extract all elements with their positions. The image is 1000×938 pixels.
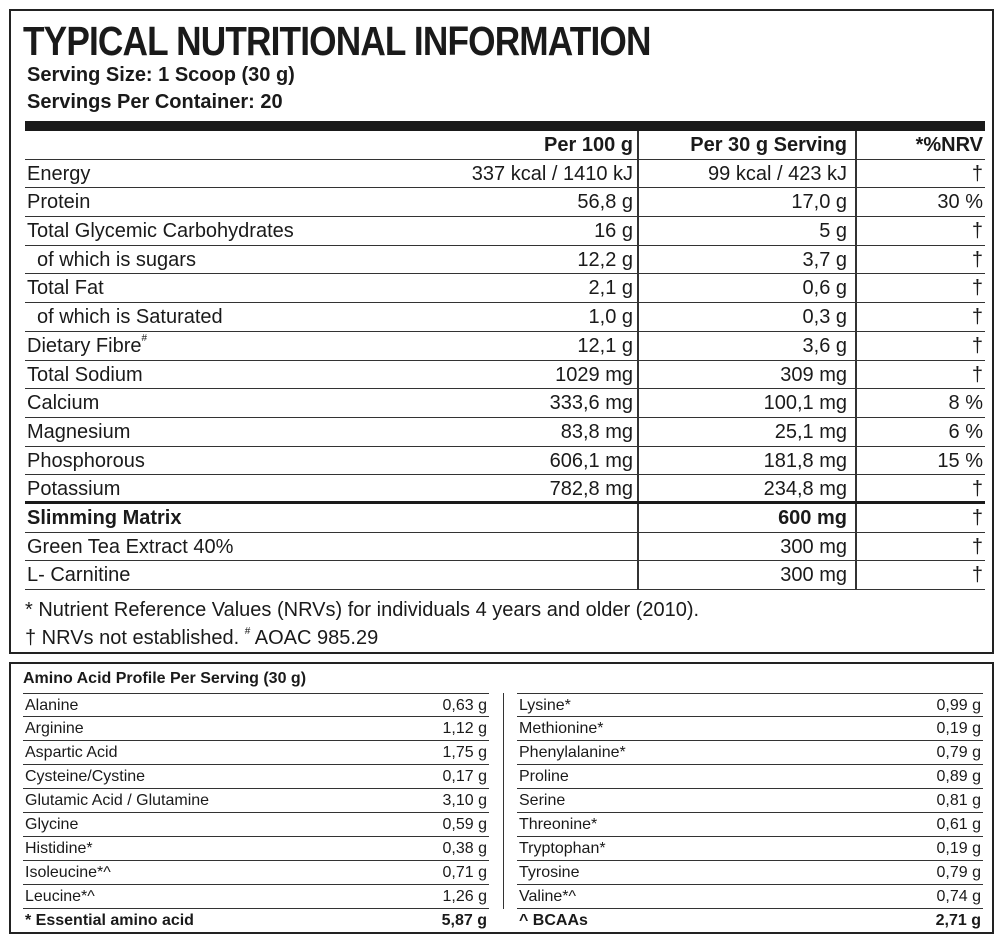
nrv-value: † <box>971 478 983 501</box>
table-row <box>25 303 985 332</box>
table-row <box>25 188 985 217</box>
table-row <box>25 361 985 390</box>
list-item <box>517 861 983 885</box>
table-row <box>25 447 985 476</box>
amino-value: 1,26 g <box>442 888 487 905</box>
per-100g-value: 333,6 mg <box>549 392 633 415</box>
list-item <box>23 717 489 741</box>
nrv-value: † <box>971 564 983 587</box>
amino-name: Valine*^ <box>519 888 577 905</box>
amino-name: Threonine* <box>519 816 598 833</box>
amino-name: Phenylalanine* <box>519 744 626 761</box>
per-serving-value: 0,6 g <box>802 277 847 300</box>
column-header-nrv: *%NRV <box>915 134 983 156</box>
per-100g-value: 337 kcal / 1410 kJ <box>471 162 633 185</box>
nutrition-panel <box>9 9 994 654</box>
amino-name: Cysteine/Cystine <box>25 768 146 785</box>
per-serving-value: 234,8 mg <box>763 478 847 501</box>
amino-value: 1,12 g <box>442 720 487 737</box>
amino-total-value: 2,71 g <box>935 912 981 929</box>
list-item <box>517 837 983 861</box>
nutrient-name-text: Calcium <box>27 392 100 415</box>
per-serving-value: 99 kcal / 423 kJ <box>708 162 847 185</box>
per-100g-value: 2,1 g <box>588 277 633 300</box>
nutrient-name-text: Phosphorous <box>27 449 145 472</box>
amino-value: 0,59 g <box>442 816 487 833</box>
per-100g-value: 606,1 mg <box>549 449 633 472</box>
list-item <box>517 741 983 765</box>
matrix-rows <box>25 504 985 590</box>
nrv-value: † <box>971 248 983 271</box>
per-serving-value: 300 mg <box>780 564 847 587</box>
table-row <box>25 389 985 418</box>
list-item <box>23 765 489 789</box>
amino-total-value: 5,87 g <box>441 912 487 929</box>
per-serving-value: 300 mg <box>780 535 847 558</box>
per-100g-value: 1,0 g <box>588 306 633 329</box>
list-item <box>517 789 983 813</box>
amino-value: 0,71 g <box>442 864 487 881</box>
nrv-value: † <box>971 363 983 386</box>
serving-size: Serving Size: 1 Scoop (30 g) <box>27 64 295 86</box>
amino-value: 0,19 g <box>936 840 981 857</box>
column-header-per-serving: Per 30 g Serving <box>690 134 847 156</box>
per-100g-value: 12,2 g <box>577 248 633 271</box>
amino-name: Arginine <box>25 720 84 737</box>
nrv-value: † <box>971 220 983 243</box>
nutrient-name-text: of which is sugars <box>37 248 196 271</box>
nrv-value: † <box>971 506 983 529</box>
amino-name: Histidine* <box>25 840 93 857</box>
nutrient-name-text: Magnesium <box>27 420 131 443</box>
amino-total-row <box>23 909 489 933</box>
nutrient-name-text: Dietary Fibre <box>27 334 142 357</box>
nutrition-table <box>25 131 985 590</box>
amino-list-right <box>517 693 983 933</box>
nrv-value: † <box>971 535 983 558</box>
nrv-value: 30 % <box>937 191 983 214</box>
table-row <box>25 332 985 361</box>
per-serving-value: 3,7 g <box>802 248 847 271</box>
nutrient-name-text: Total Sodium <box>27 363 143 386</box>
nutrient-name-text: Total Glycemic Carbohydrates <box>27 220 294 243</box>
table-row <box>25 274 985 303</box>
table-row <box>25 475 985 504</box>
per-serving-value: 25,1 mg <box>774 420 847 443</box>
per-serving-value: 17,0 g <box>791 191 847 214</box>
list-item <box>517 885 983 909</box>
footnote-mark: # <box>141 332 148 344</box>
amino-value: 0,63 g <box>442 697 487 714</box>
per-serving-value: 3,6 g <box>802 334 847 357</box>
amino-name: Tyrosine <box>519 864 580 881</box>
amino-name: Alanine <box>25 697 79 714</box>
per-serving-value: 309 mg <box>780 363 847 386</box>
amino-name: Tryptophan* <box>519 840 606 857</box>
nrv-value: † <box>971 162 983 185</box>
per-100g-value: 782,8 mg <box>549 478 633 501</box>
amino-column-divider <box>503 693 504 909</box>
table-header-row <box>25 131 985 160</box>
list-item <box>517 717 983 741</box>
matrix-name: Slimming Matrix <box>27 506 182 529</box>
list-item <box>517 693 983 717</box>
amino-name: Methionine* <box>519 720 604 737</box>
nutrient-name-text: Total Fat <box>27 277 104 300</box>
list-item <box>23 861 489 885</box>
table-row <box>25 418 985 447</box>
amino-name: Glutamic Acid / Glutamine <box>25 792 210 809</box>
nrv-value: 15 % <box>937 449 983 472</box>
list-item <box>517 813 983 837</box>
nutrient-name-text: Potassium <box>27 478 121 501</box>
list-item <box>23 885 489 909</box>
aoac-mark: # <box>244 626 251 637</box>
header-divider <box>25 121 985 131</box>
amino-value: 0,38 g <box>442 840 487 857</box>
amino-title: Amino Acid Profile Per Serving (30 g) <box>23 670 307 687</box>
nrv-value: † <box>971 334 983 357</box>
nutrient-name-text: of which is Saturated <box>37 306 223 329</box>
aoac-text: AOAC 985.29 <box>254 627 379 649</box>
list-item <box>23 813 489 837</box>
amino-total-label: * Essential amino acid <box>25 912 194 929</box>
table-row <box>25 504 985 533</box>
servings-per-container: Servings Per Container: 20 <box>27 91 283 113</box>
per-serving-value: 600 mg <box>778 506 847 529</box>
amino-name: Proline <box>519 768 569 785</box>
nrv-value: † <box>971 306 983 329</box>
amino-acid-panel <box>9 662 994 934</box>
amino-value: 0,19 g <box>936 720 981 737</box>
amino-value: 3,10 g <box>442 792 487 809</box>
page-title: TYPICAL NUTRITIONAL INFORMATION <box>23 18 651 64</box>
per-100g-value: 16 g <box>594 220 633 243</box>
nutrient-rows <box>25 160 985 504</box>
amino-value: 0,74 g <box>936 888 981 905</box>
per-serving-value: 181,8 mg <box>763 449 847 472</box>
amino-value: 0,81 g <box>936 792 981 809</box>
per-100g-value: 56,8 g <box>577 191 633 214</box>
amino-value: 0,79 g <box>936 864 981 881</box>
amino-name: Glycine <box>25 816 79 833</box>
list-item <box>23 837 489 861</box>
per-serving-value: 5 g <box>819 220 847 243</box>
amino-total-row <box>517 909 983 933</box>
list-item <box>517 765 983 789</box>
per-100g-value: 83,8 mg <box>560 420 633 443</box>
nrv-value: 8 % <box>948 392 983 415</box>
amino-value: 0,79 g <box>936 744 981 761</box>
amino-name: Isoleucine*^ <box>25 864 111 881</box>
per-100g-value: 1029 mg <box>555 363 633 386</box>
table-row <box>25 217 985 246</box>
amino-value: 0,89 g <box>936 768 981 785</box>
table-row <box>25 561 985 590</box>
amino-total-label: ^ BCAAs <box>519 912 588 929</box>
list-item <box>23 789 489 813</box>
nrv-footnote: * Nutrient Reference Values (NRVs) for individuals 4 years and older (2010). <box>25 599 700 621</box>
matrix-name: Green Tea Extract 40% <box>27 535 234 558</box>
amino-list-left <box>23 693 489 933</box>
amino-value: 1,75 g <box>442 744 487 761</box>
amino-value: 0,17 g <box>442 768 487 785</box>
matrix-name: L- Carnitine <box>27 564 131 587</box>
nrv-not-established-footnote <box>25 625 378 651</box>
list-item <box>23 741 489 765</box>
per-serving-value: 100,1 mg <box>763 392 847 415</box>
table-row <box>25 246 985 275</box>
list-item <box>23 693 489 717</box>
nrv-value: † <box>971 277 983 300</box>
nrv-value: 6 % <box>948 420 983 443</box>
not-established-text: † NRVs not established. <box>25 627 240 649</box>
per-serving-value: 0,3 g <box>802 306 847 329</box>
nutrient-name-text: Energy <box>27 162 91 185</box>
nutrient-name-text: Protein <box>27 191 91 214</box>
amino-value: 0,61 g <box>936 816 981 833</box>
amino-name: Leucine*^ <box>25 888 95 905</box>
per-100g-value: 12,1 g <box>577 334 633 357</box>
amino-name: Serine <box>519 792 566 809</box>
table-row <box>25 533 985 562</box>
table-row <box>25 160 985 189</box>
column-header-per-100g: Per 100 g <box>544 134 633 156</box>
amino-name: Aspartic Acid <box>25 744 118 761</box>
amino-name: Lysine* <box>519 697 571 714</box>
amino-value: 0,99 g <box>936 697 981 714</box>
